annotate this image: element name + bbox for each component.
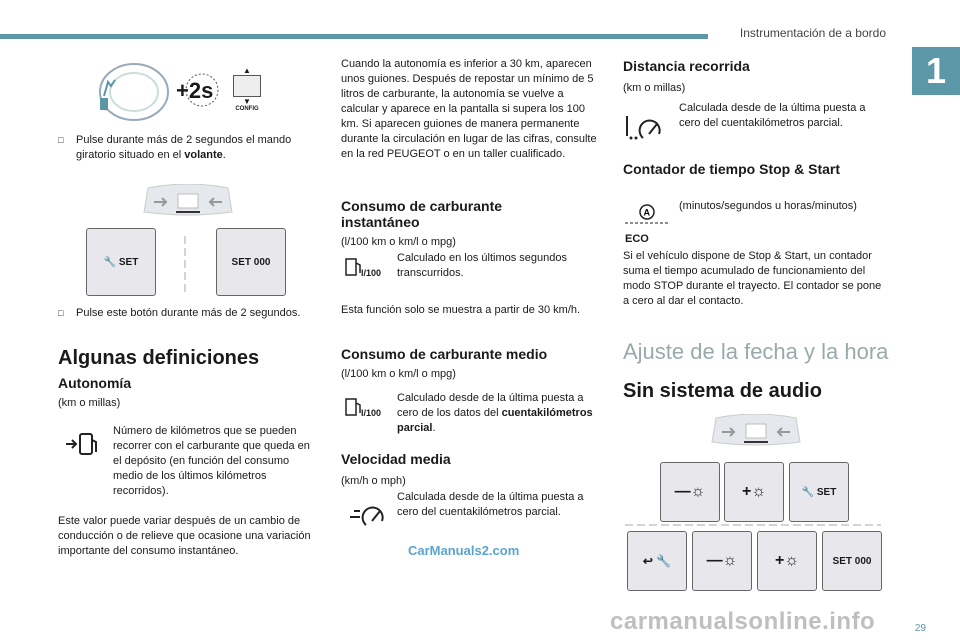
distance-icon (625, 112, 665, 142)
chapter-tab: 1 (912, 47, 960, 95)
minus-icon: — (674, 483, 691, 500)
plus-icon: + (741, 483, 752, 500)
wrench-icon: 🔧 (801, 486, 817, 498)
autonomy-note: Este valor puede variar después de un cambio de conducción o de relieve que ocasione una variación importante del consumo instantáneo. (58, 515, 311, 557)
sun-icon: ☼ (722, 552, 738, 569)
fuel-pump-range-icon (64, 430, 100, 458)
dashed-divider (180, 236, 190, 292)
sun-icon: ☼ (690, 483, 706, 500)
fuel-average-icon: l/100 (343, 396, 389, 423)
svg-text:A: A (643, 207, 650, 218)
average-speed-title: Velocidad media (341, 451, 451, 467)
display-screen-illustration-2 (710, 414, 802, 448)
average-speed-unit: (km/h o mph) (341, 475, 406, 487)
carmanuals-watermark[interactable]: CarManuals2.com (408, 543, 520, 558)
average-consumption-description: Calculado desde de la última puesta a cero de los datos del cuentakilómetros parcial. (397, 392, 593, 434)
top-accent-bar (0, 34, 708, 39)
config-button-illustration: ▲ ▼ CONFIG (233, 66, 261, 112)
set-000-button[interactable]: SET 000 (216, 228, 286, 296)
sun-icon: ☼ (784, 552, 799, 569)
two-second-label: +2s (176, 78, 214, 103)
stop-start-description: Si el vehículo dispone de Stop & Start, un contador suma el tiempo acumulado de funcionamiento del modo STOP durante el trayecto. El contador se pone a cero al dar el contacto. (623, 250, 882, 307)
autonomy-dashes-text: Cuando la autonomía es inferior a 30 km, aparecen unos guiones. Después de repostar un mínimo de 5 litros de carburante, la autonomía se vuelve a calcular y aparece en la pantalla si supera los 100 km. Si aparecen guiones de manera permanente durante la circulación en lugar de las cifras, consulte en la red PEUGEOT o en un taller cualificado. (341, 58, 597, 160)
set-000-button-2[interactable]: SET 000 (822, 531, 882, 591)
set-button[interactable]: 🔧 SET (86, 228, 156, 296)
section-header: Instrumentación de a bordo (739, 26, 886, 40)
date-time-title: Ajuste de la fecha y la hora (623, 339, 889, 364)
eco-stop-start-icon: A ECO (625, 203, 673, 246)
page-number: 29 (914, 623, 926, 634)
wrench-icon: 🔧 (656, 554, 672, 568)
stop-start-timer-title: Contador de tiempo Stop & Start (623, 161, 840, 177)
bullet-volante: □ Pulse durante más de 2 segundos el mando giratorio situado en el volante. (58, 134, 292, 161)
brightness-plus-button[interactable] (724, 462, 784, 522)
return-icon: ↩ (642, 554, 653, 568)
sun-icon: ☼ (751, 483, 766, 500)
wrench-icon: 🔧 (103, 256, 119, 268)
display-screen-illustration (142, 184, 234, 218)
average-consumption-title: Consumo de carburante medio (341, 346, 548, 362)
autonomy-unit: (km o millas) (58, 397, 121, 409)
minus-icon: — (706, 552, 723, 569)
distance-title: Distancia recorrida (623, 58, 750, 74)
average-consumption-unit: (l/100 km o km/l o mpg) (341, 368, 456, 380)
distance-description: Calculada desde de la última puesta a cero del cuentakilómetros parcial. (679, 102, 866, 129)
instant-consumption-unit: (l/100 km o km/l o mpg) (341, 236, 456, 248)
autonomy-title: Autonomía (58, 375, 132, 391)
distance-unit: (km o millas) (623, 82, 686, 94)
instant-consumption-title: Consumo de carburante instantáneo (341, 198, 503, 230)
stop-start-timer-unit: (minutos/segundos u horas/minutos) (679, 200, 857, 212)
bullet-set-button: □ Pulse este botón durante más de 2 segundos. (58, 307, 301, 319)
return-wrench-button[interactable] (627, 531, 687, 591)
brightness-minus-button-2[interactable] (692, 531, 752, 591)
brightness-plus-button-2[interactable] (757, 531, 817, 591)
instant-consumption-description: Calculado en los últimos segundos transcurridos. (397, 252, 567, 279)
no-audio-title: Sin sistema de audio (623, 380, 822, 402)
definitions-title: Algunas definiciones (58, 347, 260, 369)
brightness-minus-button[interactable] (660, 462, 720, 522)
autonomy-description: Número de kilómetros que se pueden recorrer con el carburante que queda en el depósito (en función del consumo medio de los últimos kilómetros recorridos). (113, 425, 310, 497)
dashed-separator (625, 522, 881, 528)
carmanualsonline-watermark[interactable]: carmanualsonline.info (610, 608, 876, 635)
set-button-2[interactable]: 🔧 SET (789, 462, 849, 522)
average-speed-description: Calculada desde de la última puesta a cero del cuentakilómetros parcial. (397, 491, 584, 518)
fuel-consumption-icon: l/100 (343, 256, 389, 283)
plus-icon: + (774, 552, 785, 569)
speedometer-icon (348, 503, 388, 529)
instant-consumption-note: Esta función solo se muestra a partir de 30 km/h. (341, 304, 581, 316)
